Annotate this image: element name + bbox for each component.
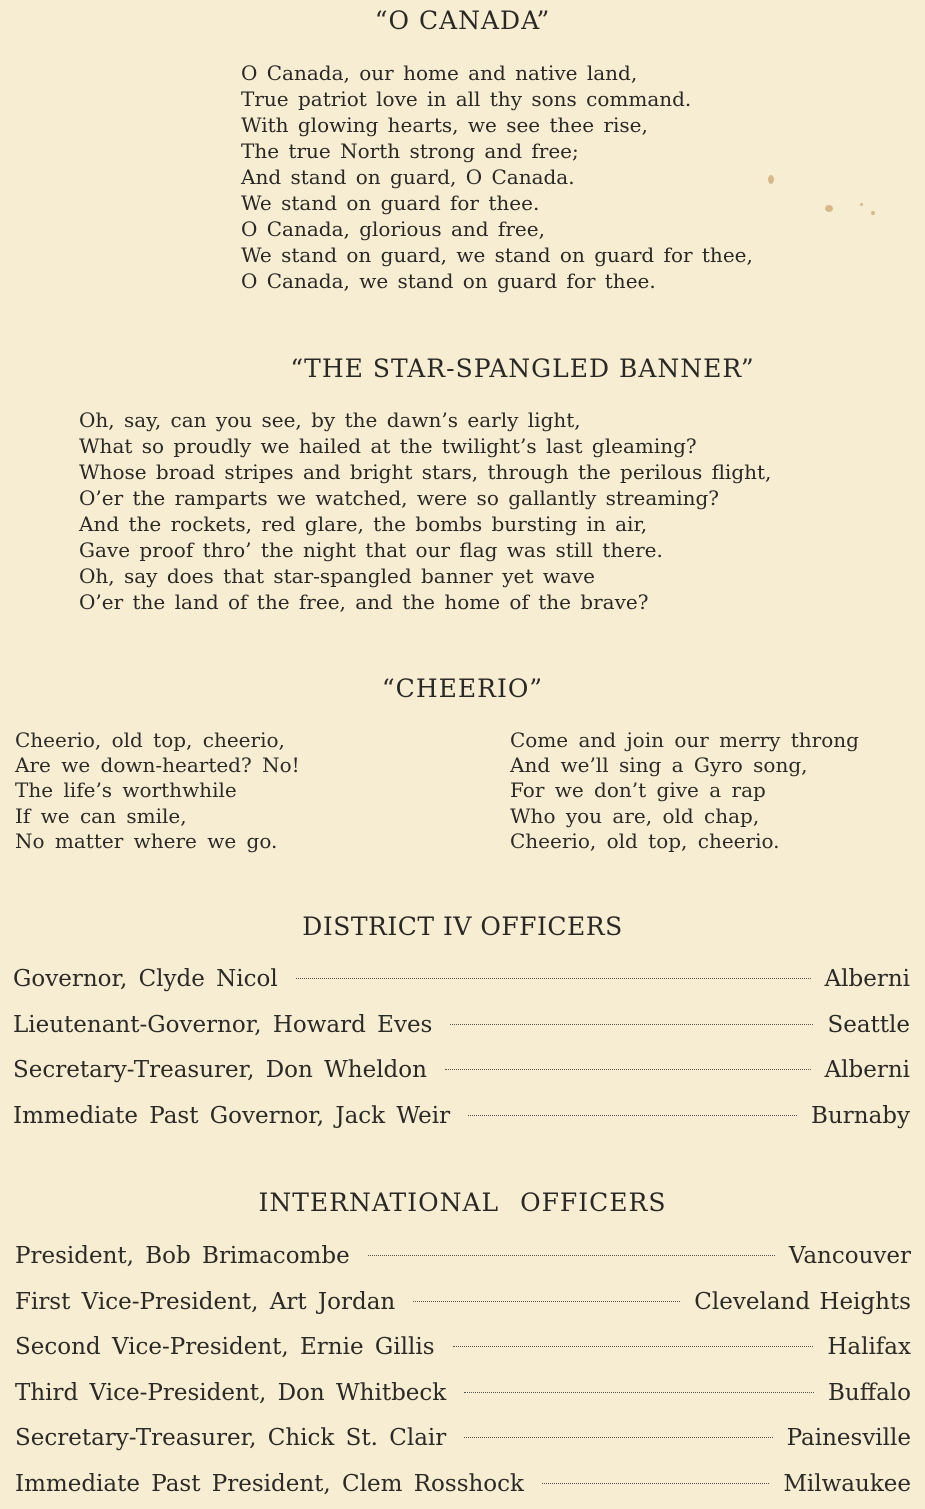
lyric-line: O’er the land of the free, and the home of the brave? (79, 590, 649, 614)
officer-city: Burnaby (811, 1102, 910, 1129)
o-canada-title-text: “O CANADA” (374, 6, 551, 35)
paper-stain (860, 203, 863, 206)
lyric-line: We stand on guard for thee. (241, 191, 540, 215)
lyric-line: O Canada, we stand on guard for thee. (241, 269, 656, 293)
international-officers-title-text: INTERNATIONAL OFFICERS (258, 1188, 667, 1217)
lyric-line: The life’s worthwhile (15, 778, 237, 803)
officer-name: Second Vice-President, Ernie Gillis (15, 1334, 435, 1360)
lyric-line: Are we down-hearted? No! (15, 753, 300, 778)
lyric-line: And the rockets, red glare, the bombs bursting in air, (79, 512, 648, 536)
lyric-line: Whose broad stripes and bright stars, through the perilous flight, (79, 460, 772, 484)
officer-city: Cleveland Heights (694, 1288, 911, 1315)
district-officers-title-text: DISTRICT IV OFFICERS (302, 912, 623, 941)
officer-row (13, 1094, 910, 1140)
paper-stain (825, 205, 833, 212)
officer-row (15, 1325, 911, 1371)
officer-city: Buffalo (828, 1379, 911, 1406)
lyric-line: O’er the ramparts we watched, were so gallantly streaming? (79, 486, 720, 510)
district-officers-title (0, 912, 925, 941)
lyric-line: For we don’t give a rap (510, 778, 766, 803)
lyric-line: What so proudly we hailed at the twilight’s last gleaming? (79, 434, 697, 458)
officer-name: Secretary-Treasurer, Don Wheldon (13, 1057, 427, 1083)
cheerio-left-verse (15, 728, 300, 854)
officer-name: Immediate Past President, Clem Rosshock (15, 1470, 524, 1497)
officer-row (15, 1280, 911, 1326)
officer-name: Governor, Clyde Nicol (13, 966, 278, 992)
cheerio-title (0, 674, 925, 703)
officer-city: Halifax (827, 1334, 911, 1360)
officer-city: Vancouver (788, 1243, 911, 1269)
officer-city: Alberni (824, 1057, 910, 1083)
lyric-line: True patriot love in all thy sons command. (241, 87, 692, 111)
officer-city: Alberni (824, 966, 910, 992)
officer-row (13, 1003, 910, 1049)
lyric-line: The true North strong and free; (241, 139, 579, 163)
officer-row (15, 1371, 911, 1417)
officer-row (15, 1462, 911, 1508)
dot-leader (296, 978, 811, 979)
officer-row (15, 1234, 911, 1280)
star-spangled-banner-title-text: “THE STAR-SPANGLED BANNER” (290, 354, 755, 383)
officer-name: First Vice-President, Art Jordan (15, 1288, 396, 1315)
lyric-line: Cheerio, old top, cheerio. (510, 828, 780, 853)
star-spangled-banner-title (0, 354, 925, 383)
lyric-line: O Canada, our home and native land, (241, 61, 638, 85)
lyric-line: Cheerio, old top, cheerio, (15, 728, 285, 752)
officer-city: Painesville (786, 1425, 911, 1451)
paper-stain (768, 175, 774, 184)
dot-leader (450, 1024, 813, 1025)
officer-name: Lieutenant-Governor, Howard Eves (13, 1011, 433, 1038)
lyric-line: No matter where we go. (15, 828, 278, 853)
dot-leader (464, 1392, 814, 1393)
dot-leader (542, 1483, 769, 1484)
lyric-line: Come and join our merry throng (510, 728, 859, 752)
officer-row (13, 957, 910, 1003)
officer-name: Third Vice-President, Don Whitbeck (15, 1379, 447, 1406)
lyric-line: And stand on guard, O Canada. (241, 165, 575, 189)
dot-leader (464, 1437, 772, 1438)
lyric-line: And we’ll sing a Gyro song, (510, 753, 808, 778)
lyric-line: Who you are, old chap, (510, 803, 760, 828)
district-officers-list (13, 957, 910, 1139)
dot-leader (368, 1255, 775, 1256)
officer-row (13, 1048, 910, 1094)
international-officers-title (0, 1188, 925, 1217)
dot-leader (413, 1301, 680, 1302)
international-officers-list (15, 1234, 911, 1507)
dot-leader (468, 1115, 797, 1116)
lyric-line: With glowing hearts, we see thee rise, (241, 113, 648, 137)
lyric-line: We stand on guard, we stand on guard for thee, (241, 243, 753, 267)
dot-leader (453, 1346, 814, 1347)
officer-name: Immediate Past Governor, Jack Weir (13, 1102, 451, 1129)
lyric-line: Oh, say does that star-spangled banner yet wave (79, 564, 595, 588)
o-canada-title (0, 6, 925, 35)
cheerio-title-text: “CHEERIO” (381, 674, 544, 703)
o-canada-lyrics (241, 60, 753, 294)
officer-name: Secretary-Treasurer, Chick St. Clair (15, 1425, 447, 1451)
lyric-line: Oh, say, can you see, by the dawn’s early light, (79, 408, 581, 432)
officer-city: Seattle (827, 1011, 910, 1038)
officer-city: Milwaukee (783, 1470, 911, 1497)
dot-leader (445, 1069, 811, 1070)
lyric-line: If we can smile, (15, 803, 187, 828)
lyric-line: Gave proof thro’ the night that our flag was still there. (79, 538, 663, 562)
officer-name: President, Bob Brimacombe (15, 1243, 350, 1269)
lyric-line: O Canada, glorious and free, (241, 217, 545, 241)
star-spangled-banner-lyrics (79, 407, 771, 615)
officer-row (15, 1416, 911, 1462)
paper-stain (871, 211, 875, 215)
cheerio-right-verse (510, 728, 859, 854)
